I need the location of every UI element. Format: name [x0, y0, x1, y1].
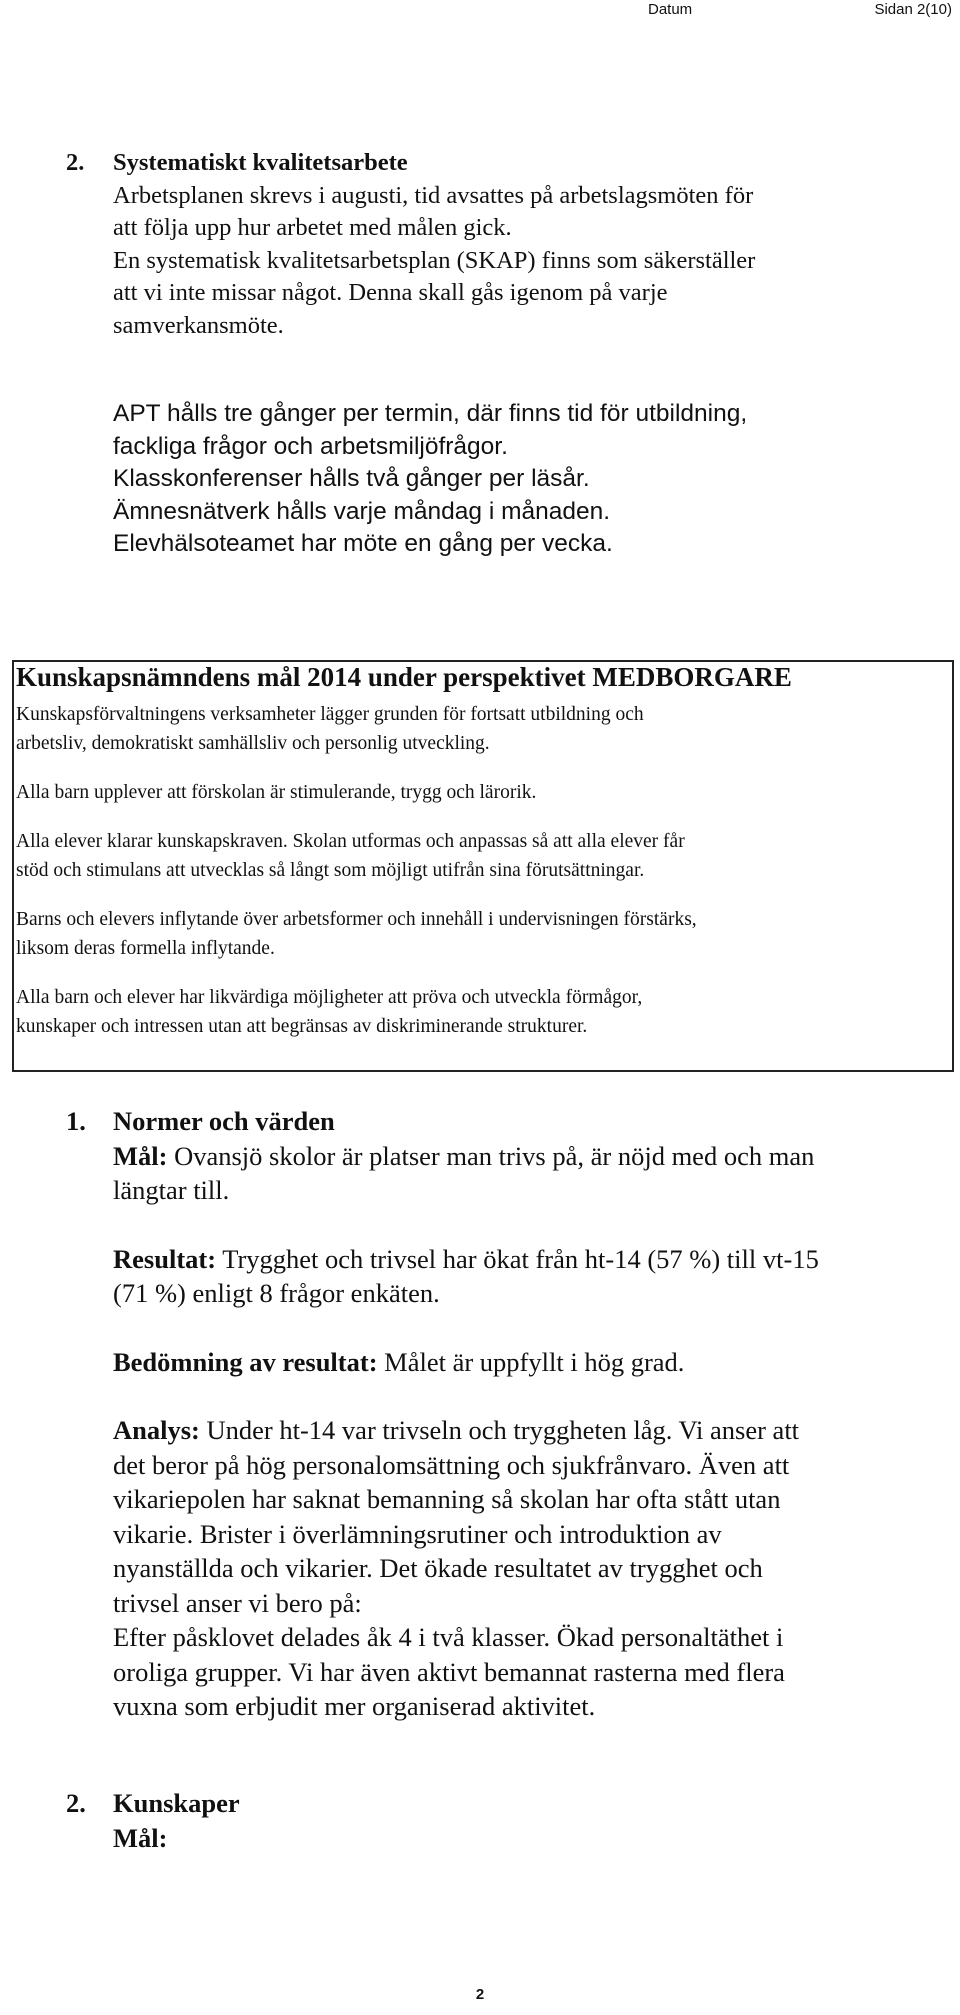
section-line: samverkansmöte.: [113, 311, 284, 339]
result-block: [113, 1242, 946, 1311]
goal-line: Alla barn upplever att förskolan är stimulerande, trygg och lärorik.: [16, 782, 537, 803]
goal-paragraph: [16, 827, 946, 885]
analysis-text-line: vikarie. Brister i överlämningsrutiner och introduktion av: [113, 1518, 722, 1549]
goal-line: Barns och elevers inflytande över arbetsformer och innehåll i undervisningen förstärks,: [16, 909, 697, 930]
goal-paragraph: [16, 983, 946, 1041]
section-heading: Kunskaper: [113, 1788, 240, 1818]
section-line: att vi inte missar något. Denna skall gås igenom på varje: [113, 279, 668, 306]
section-quality-work: [66, 147, 946, 342]
analysis-label: Analys:: [113, 1415, 200, 1445]
meeting-line: APT hålls tre gånger per termin, där finns tid för utbildning,: [113, 400, 748, 427]
meeting-line: Elevhälsoteamet har möte en gång per vecka.: [113, 530, 613, 557]
goal-text-line: längtar till.: [113, 1175, 230, 1205]
result-text-line: Trygghet och trivsel har ökat från ht-14 (57 %) till vt-15: [216, 1243, 819, 1274]
header-page-label: Sidan 2(10): [874, 1, 952, 18]
assessment-label: Bedömning av resultat:: [113, 1346, 378, 1377]
section-heading: Systematiskt kvalitetsarbete: [113, 149, 408, 176]
analysis-text-line: oroliga grupper. Vi har även aktivt bemannat rasterna med flera: [113, 1656, 785, 1687]
section-line: En systematisk kvalitetsarbetsplan (SKAP) finns som säkerställer: [113, 246, 756, 274]
analysis-block: [113, 1413, 946, 1724]
section-heading: Normer och värden: [113, 1106, 335, 1136]
meetings-list: [113, 398, 933, 561]
goal-line: stöd och stimulans att utvecklas så långt som möjligt utifrån sina förutsättningar.: [16, 860, 645, 881]
assessment-text: Målet är uppfyllt i hög grad.: [377, 1346, 685, 1377]
analysis-text-line: Under ht-14 var trivseln och tryggheten låg. Vi anser att: [199, 1415, 800, 1445]
goal-label: Mål:: [113, 1140, 168, 1171]
goal-line: arbetsliv, demokratiskt samhällsliv och personlig utveckling.: [16, 733, 490, 754]
section-knowledge: [66, 1786, 946, 1855]
goal-line: liksom deras formella inflytande.: [16, 938, 275, 959]
section-line: att följa upp hur arbetet med målen gick.: [113, 214, 512, 241]
goals-box-title: Kunskapsnämndens mål 2014 under perspektivet MEDBORGARE: [16, 662, 792, 692]
assessment-block: [113, 1345, 946, 1380]
result-text-line: (71 %) enligt 8 frågor enkäten.: [113, 1278, 440, 1308]
goal-block: [113, 1139, 946, 1208]
goal-line: Kunskapsförvaltningens verksamheter lägger grunden för fortsatt utbildning och: [16, 704, 644, 725]
header-date-label: Datum: [648, 1, 693, 18]
meeting-line: Ämnesnätverk hålls varje måndag i månaden.: [113, 497, 611, 525]
analysis-text-line: det beror på hög personalomsättning och sjukfrånvaro. Även att: [113, 1449, 790, 1480]
page-number: 2: [475, 1986, 485, 2003]
section-number: 2.: [66, 1788, 86, 1818]
meeting-line: Klasskonferenser hålls två gånger per läsår.: [113, 465, 590, 492]
goal-line: kunskaper och intressen utan att begränsas av diskriminerande strukturer.: [16, 1016, 588, 1037]
goal-text-line: Ovansjö skolor är platser man trivs på, är nöjd med och man: [167, 1140, 815, 1171]
goal-paragraph: [16, 778, 946, 807]
analysis-text-line: trivsel anser vi bero på:: [113, 1587, 362, 1618]
meeting-line: fackliga frågor och arbetsmiljöfrågor.: [113, 432, 508, 460]
result-label: Resultat:: [113, 1243, 217, 1274]
analysis-text-line: vuxna som erbjudit mer organiserad aktivitet.: [113, 1691, 596, 1721]
goal-label: Mål:: [113, 1822, 168, 1853]
goal-paragraph: [16, 905, 946, 963]
section-number: 1.: [66, 1106, 86, 1136]
analysis-text-line: Efter påsklovet delades åk 4 i två klasser. Ökad personaltäthet i: [113, 1622, 784, 1652]
goal-line: Alla barn och elever har likvärdiga möjligheter att pröva och utveckla förmågor,: [16, 987, 643, 1008]
goal-line: Alla elever klarar kunskapskraven. Skolan utformas och anpassas så att alla elever får: [16, 831, 685, 852]
goals-box-body: [16, 700, 946, 1061]
section-number: 2.: [66, 149, 85, 176]
analysis-text-line: nyanställda och vikarier. Det ökade resultatet av trygghet och: [113, 1553, 763, 1583]
goal-paragraph: [16, 700, 946, 758]
analysis-text-line: vikariepolen har saknat bemanning så skolan har ofta stått utan: [113, 1484, 781, 1514]
section-norms-values: [66, 1104, 946, 1724]
section-line: Arbetsplanen skrevs i augusti, tid avsattes på arbetslagsmöten för: [113, 181, 754, 209]
